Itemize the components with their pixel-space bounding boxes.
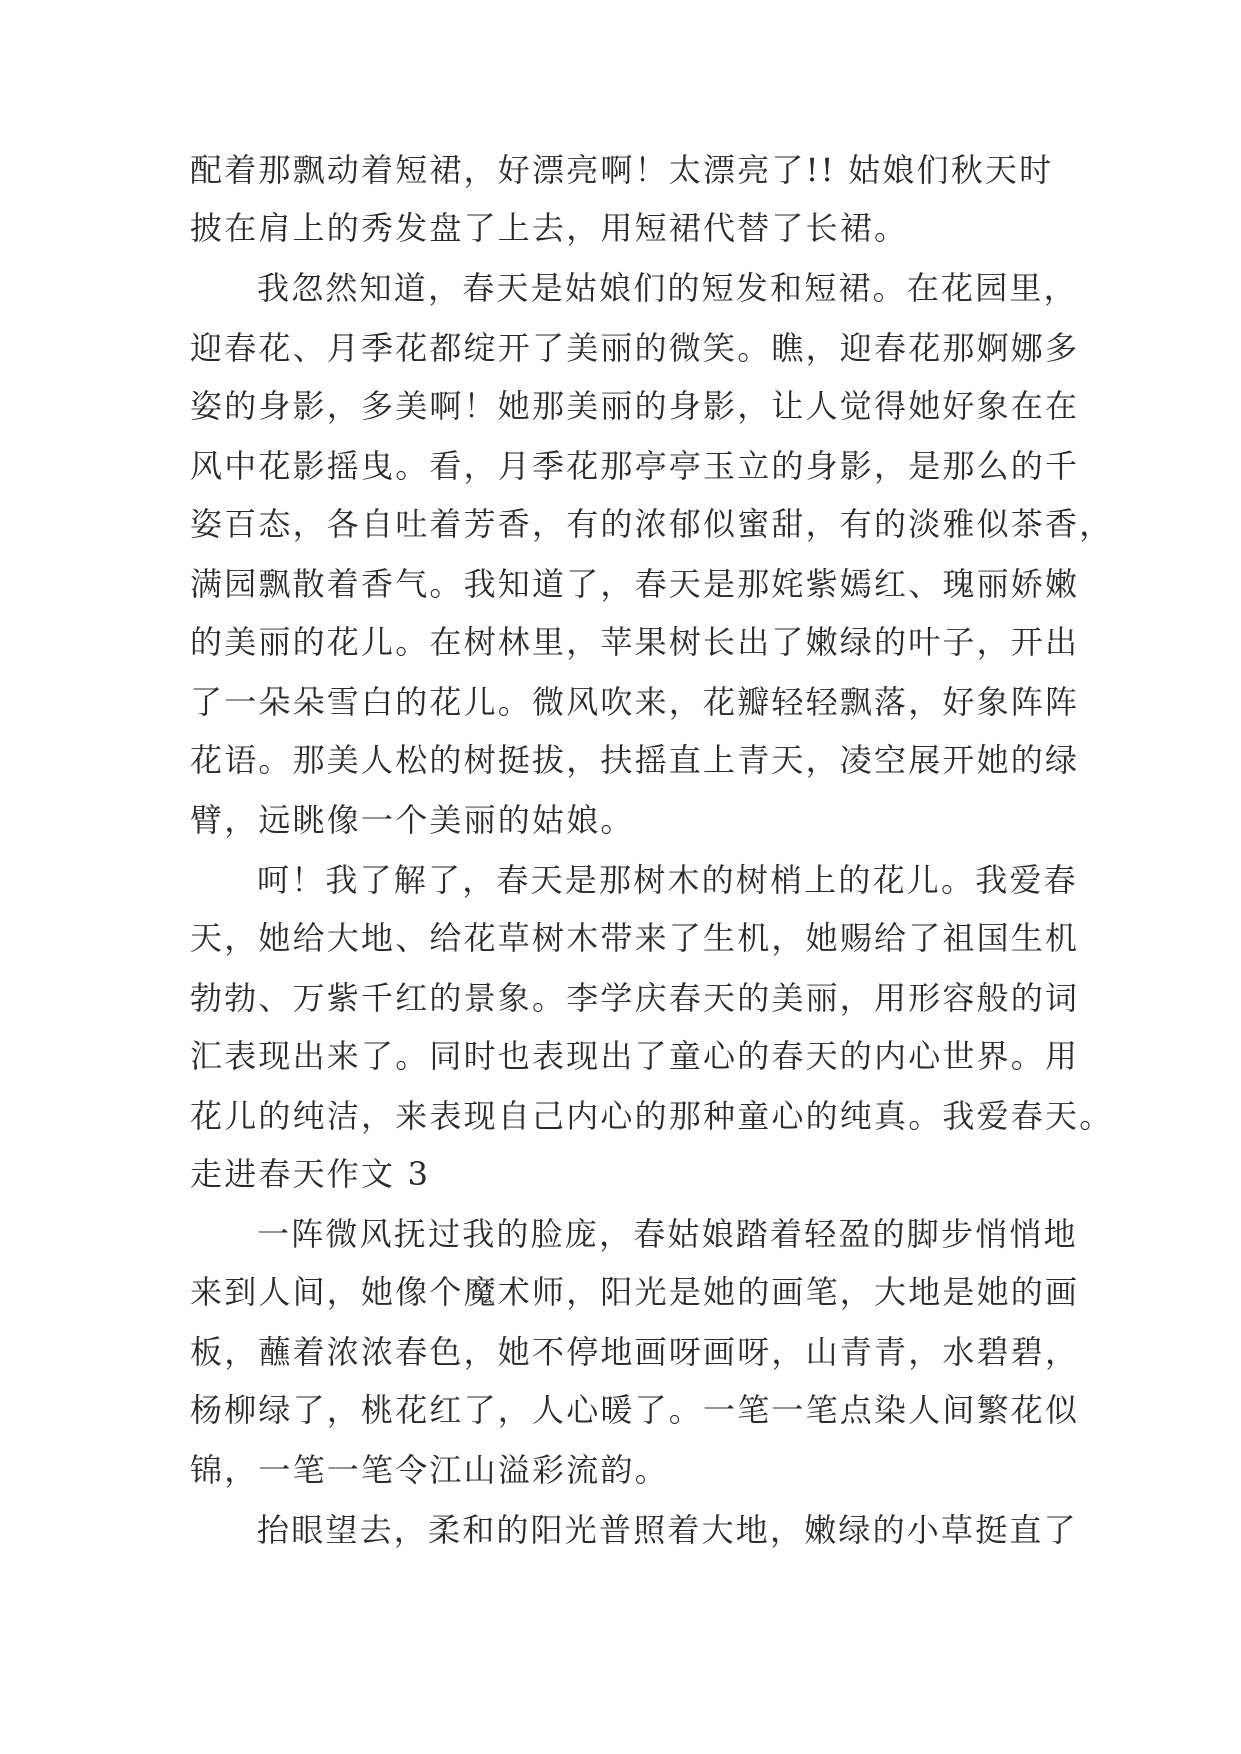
text-line: 姿的身影，多美啊！她那美丽的身影，让人觉得她好象在在: [190, 387, 1080, 425]
text-line: 杨柳绿了，桃花红了，人心暖了。一笔一笔点染人间繁花似: [190, 1391, 1080, 1429]
text-line: 板，蘸着浓浓春色，她不停地画呀画呀，山青青，水碧碧，: [190, 1333, 1080, 1371]
text-line: 配着那飘动着短裙，好漂亮啊！太漂亮了!! 姑娘们秋天时: [190, 151, 1054, 189]
text-line: 了一朵朵雪白的花儿。微风吹来，花瓣轻轻飘落，好象阵阵: [190, 683, 1080, 721]
text-line: 汇表现出来了。同时也表现出了童心的春天的内心世界。用: [190, 1037, 1080, 1075]
text-line: 勃勃、万紫千红的景象。李学庆春天的美丽，用形容般的词: [190, 979, 1080, 1017]
section-heading: 走进春天作文 3: [190, 1155, 431, 1193]
text-line: 满园飘散着香气。我知道了，春天是那姹紫嫣红、瑰丽娇嫩: [190, 565, 1080, 603]
text-line: 天，她给大地、给花草树木带来了生机，她赐给了祖国生机: [190, 919, 1080, 957]
paragraph-first-line: 抬眼望去，柔和的阳光普照着大地，嫩绿的小草挺直了: [257, 1511, 1078, 1549]
text-line: 花语。那美人松的树挺拔，扶摇直上青天，凌空展开她的绿: [190, 741, 1080, 779]
text-line: 姿百态，各自吐着芳香，有的浓郁似蜜甜，有的淡雅似茶香，: [190, 505, 1114, 543]
paragraph-first-line: 我忽然知道，春天是姑娘们的短发和短裙。在花园里，: [257, 269, 1078, 307]
text-line: 迎春花、月季花都绽开了美丽的微笑。瞧，迎春花那婀娜多: [190, 329, 1080, 367]
text-line: 的美丽的花儿。在树林里，苹果树长出了嫩绿的叶子，开出: [190, 623, 1080, 661]
text-line: 臂，远眺像一个美丽的姑娘。: [190, 801, 635, 839]
text-line: 披在肩上的秀发盘了上去，用短裙代替了长裙。: [190, 209, 909, 247]
text-line: 锦，一笔一笔令江山溢彩流韵。: [190, 1451, 669, 1489]
text-line: 来到人间，她像个魔术师，阳光是她的画笔，大地是她的画: [190, 1273, 1080, 1311]
text-line: 风中花影摇曳。看，月季花那亭亭玉立的身影，是那么的千: [190, 447, 1080, 485]
text-line: 花儿的纯洁，来表现自己内心的那种童心的纯真。我爱春天。: [190, 1097, 1114, 1135]
paragraph-first-line: 一阵微风抚过我的脸庞，春姑娘踏着轻盈的脚步悄悄地: [257, 1215, 1078, 1253]
paragraph-first-line: 呵！我了解了，春天是那树木的树梢上的花儿。我爱春: [257, 861, 1078, 899]
